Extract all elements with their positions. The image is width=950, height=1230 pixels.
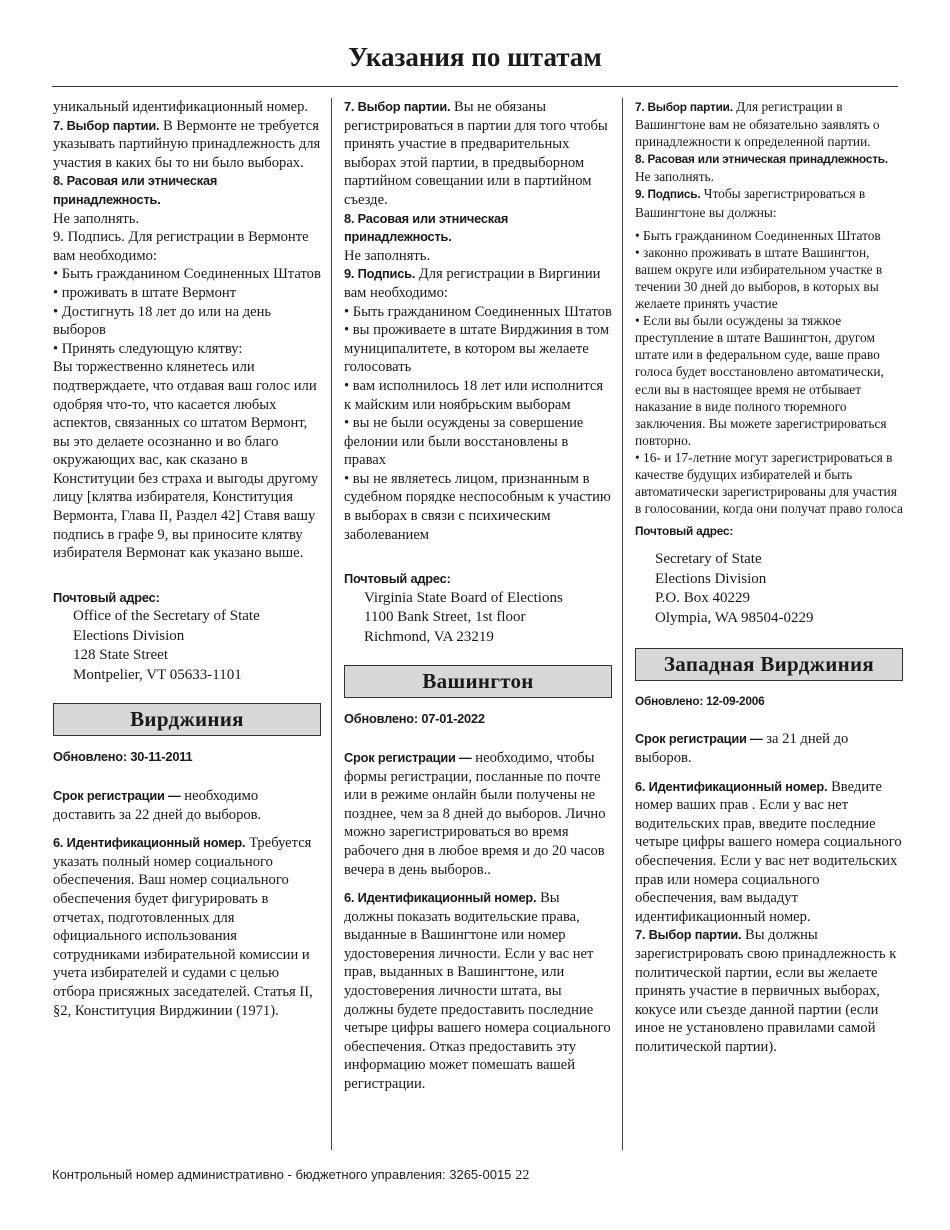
list-item: • Быть гражданином Соединенных Штатов (635, 227, 881, 243)
address-line: Elections Division (73, 627, 185, 644)
column-1 (53, 98, 321, 1020)
page-number: 22 (515, 1168, 530, 1183)
virginia-race-text: Не заполнять. (344, 247, 431, 264)
virginia-signature-paragraph: 9. Подпись. Для регистрации в Виргинии вам необходимо: (344, 266, 601, 301)
washington-race-paragraph: 8. Расовая или этническая принадлежность. Не заполнять. (635, 152, 888, 185)
mailing-address-label: Почтовый адрес: (635, 524, 734, 539)
washington-signature-paragraph: 9. Подпись. Чтобы зарегистрироваться в Вашингтоне вы должны: (635, 186, 866, 220)
title-divider (52, 86, 898, 87)
list-item: • 16- и 17-летние могут зарегистрироваться в качестве будущих избирателей и быть автоматически зарегистрированы для участия в голосовании, когда они получат право голоса (635, 449, 903, 517)
section-heading-washington: Вашингтон (344, 665, 612, 698)
footer (52, 1167, 529, 1184)
deadline-paragraph: Срок регистрации — необходимо доставить за 22 дней до выборов. (53, 788, 262, 823)
address-line: Office of the Secretary of State (73, 608, 260, 625)
list-item: • проживать в штате Вермонт (53, 284, 237, 301)
list-item: • законно проживать в штате Вашингтон, вашем округе или избирательном участке в течении 30 дней до выборов, в которых вы желаете принять участие (635, 244, 883, 312)
updated-date: Обновлено: 30-11-2011 (53, 749, 193, 765)
address-line: 128 State Street (73, 647, 168, 664)
washington-party-paragraph: 7. Выбор партии. Для регистрации в Вашингтоне вам не обязательно заявлять о принадлежности к определенной партии. (635, 99, 880, 150)
label: 7. Выбор партии. (53, 117, 160, 133)
id-number-paragraph: 6. Идентификационный номер. Требуется указать полный номер социального обеспечения. Ваш номер социального обеспечения будет фигурировать в отчетах, подготовленных для официального использования сотрудниками избирательной комиссии и учета избирателей и судами с целью отбора присяжных заседателей. Статья II, §2, Конституция Вирджинии (1971). (53, 835, 313, 1019)
address-line: Virginia State Board of Elections (364, 589, 563, 606)
updated-date: Обновлено: 12-09-2006 (635, 694, 765, 709)
mailing-address-label: Почтовый адрес: (344, 571, 451, 587)
list-item: • Принять следующую клятву: (53, 340, 243, 357)
list-item: • вам исполнилось 18 лет или исполнится к майским или ноябрьским выборам (344, 377, 604, 413)
id-number-paragraph: 6. Идентификационный номер. Вы должны показать водительские права, выданные в Вашингтоне или номер удостоверения личности. Если у вас нет прав, выданных в Вашингтоне, или удостоверения личности штата, вы должны будете предоставить последние четыре цифры вашего номера социального обеспечения. Отказ предоставить эту информацию может помешать вашей регистрации. (344, 890, 611, 1093)
address-line: Montpelier, VT 05633-1101 (73, 666, 242, 683)
column-2 (344, 98, 612, 1094)
deadline-paragraph: Срок регистрации — необходимо, чтобы формы регистрации, посланные по почте или в режиме онлайн были получены не позднее, чем за 8 дней до выборов. Лично можно зарегистрироваться во время рабочего дня в любое время и до 20 часов вечера в день выборов.. (344, 749, 606, 878)
vermont-party-paragraph: 7. Выбор партии. В Вермонте не требуется указывать партийную принадлежность для участия в каких бы то ни было выборах. (53, 117, 321, 171)
section-heading-virginia: Вирджиния (53, 703, 321, 736)
vermont-oath: Вы торжественно клянетесь или подтверждаете, что отдавая ваш голос или одобряя что-то, что касается любых аспектов, связанных со штатом Вермонт, вы это делаете осознанно и во благо окружающих вас, как сказано в Конституции без страха и выгоды другому лицу [клятва избирателя, Конституция Вермонта, Глава II, Раздел 42] Ставя вашу подпись в графе 9, вы приносите клятву избирателя Вермонат как указано выше. (53, 359, 319, 562)
virginia-party-paragraph: 7. Выбор партии. Вы не обязаны регистрироваться в партии для того чтобы принять участие в предварительных выборах этой партии, в предвыборном партийном совещании или в партийном съезде. (344, 99, 608, 208)
vermont-id-continuation: уникальный идентификационный номер. (53, 99, 309, 115)
address-line: Olympia, WA 98504-0229 (655, 609, 814, 626)
column-3 (635, 98, 903, 1057)
list-item: • Если вы были осуждены за тяжкое преступление в штате Вашингтон, другом штате или в федеральном суде, ваше право голоса будет восстановлено автоматически, если вы в настоящее время не отбывает наказание в виде полного тюремного заключения. Вы можете зарегистрироваться повторно. (635, 313, 887, 448)
mailing-address-label: Почтовый адрес: (53, 589, 160, 605)
omb-control-number: Контрольный номер административно - бюджетного управления: 3265-0015 (52, 1167, 512, 1182)
virginia-race-label: 8. Расовая или этническая принадлежность. (344, 210, 509, 245)
party-paragraph: 7. Выбор партии. Вы должны зарегистрировать свою принадлежность к политической партии, если вы желаете принять участие в первичных выборах, кокусе или съезде данной партии (если иное не установлено правилами самой политической партии). (635, 927, 897, 1055)
address-line: P.O. Box 40229 (655, 590, 751, 607)
address-line: Secretary of State (655, 551, 762, 568)
list-item: • Быть гражданином Соединенных Штатов (53, 266, 321, 283)
column-divider (622, 98, 623, 1150)
updated-date: Обновлено: 07-01-2022 (344, 711, 485, 727)
address-line: 1100 Bank Street, 1st floor (364, 609, 526, 626)
column-divider (331, 98, 332, 1150)
deadline-paragraph: Срок регистрации — за 21 дней до выборов. (635, 731, 849, 767)
vermont-signature-paragraph: 9. Подпись. Для регистрации в Вермонте вам необходимо: (53, 229, 309, 264)
address-line: Richmond, VA 23219 (364, 628, 494, 645)
list-item: • Быть гражданином Соединенных Штатов (344, 303, 612, 320)
list-item: • вы проживаете в штате Вирджиния в том муниципалитете, в котором вы желаете голосовать (344, 322, 610, 376)
id-number-paragraph: 6. Идентификационный номер. Введите номер ваших прав . Если у вас нет водительских прав, введите последние четыре цифры вашего номера социального обеспечения. Если у вас нет водительских прав или номера социального обеспечения, вам выдадут идентификационный номер. (635, 778, 902, 925)
list-item: • вы не являетесь лицом, признанным в судебном порядке неспособным к участию в выборах в связи с психическим заболеванием (344, 470, 611, 543)
vermont-race-label: 8. Расовая или этническая принадлежность. (53, 173, 218, 207)
page-title: Указания по штатам (348, 42, 602, 72)
list-item: • Достигнуть 18 лет до или на день выборов (53, 303, 272, 339)
section-heading-west-virginia: Западная Вирджиния (635, 648, 903, 681)
vermont-race-text: Не заполнять. (53, 210, 140, 227)
list-item: • вы не были осуждены за совершение фелонии или были восстановлены в правах (344, 415, 584, 469)
address-line: Elections Division (655, 570, 767, 587)
